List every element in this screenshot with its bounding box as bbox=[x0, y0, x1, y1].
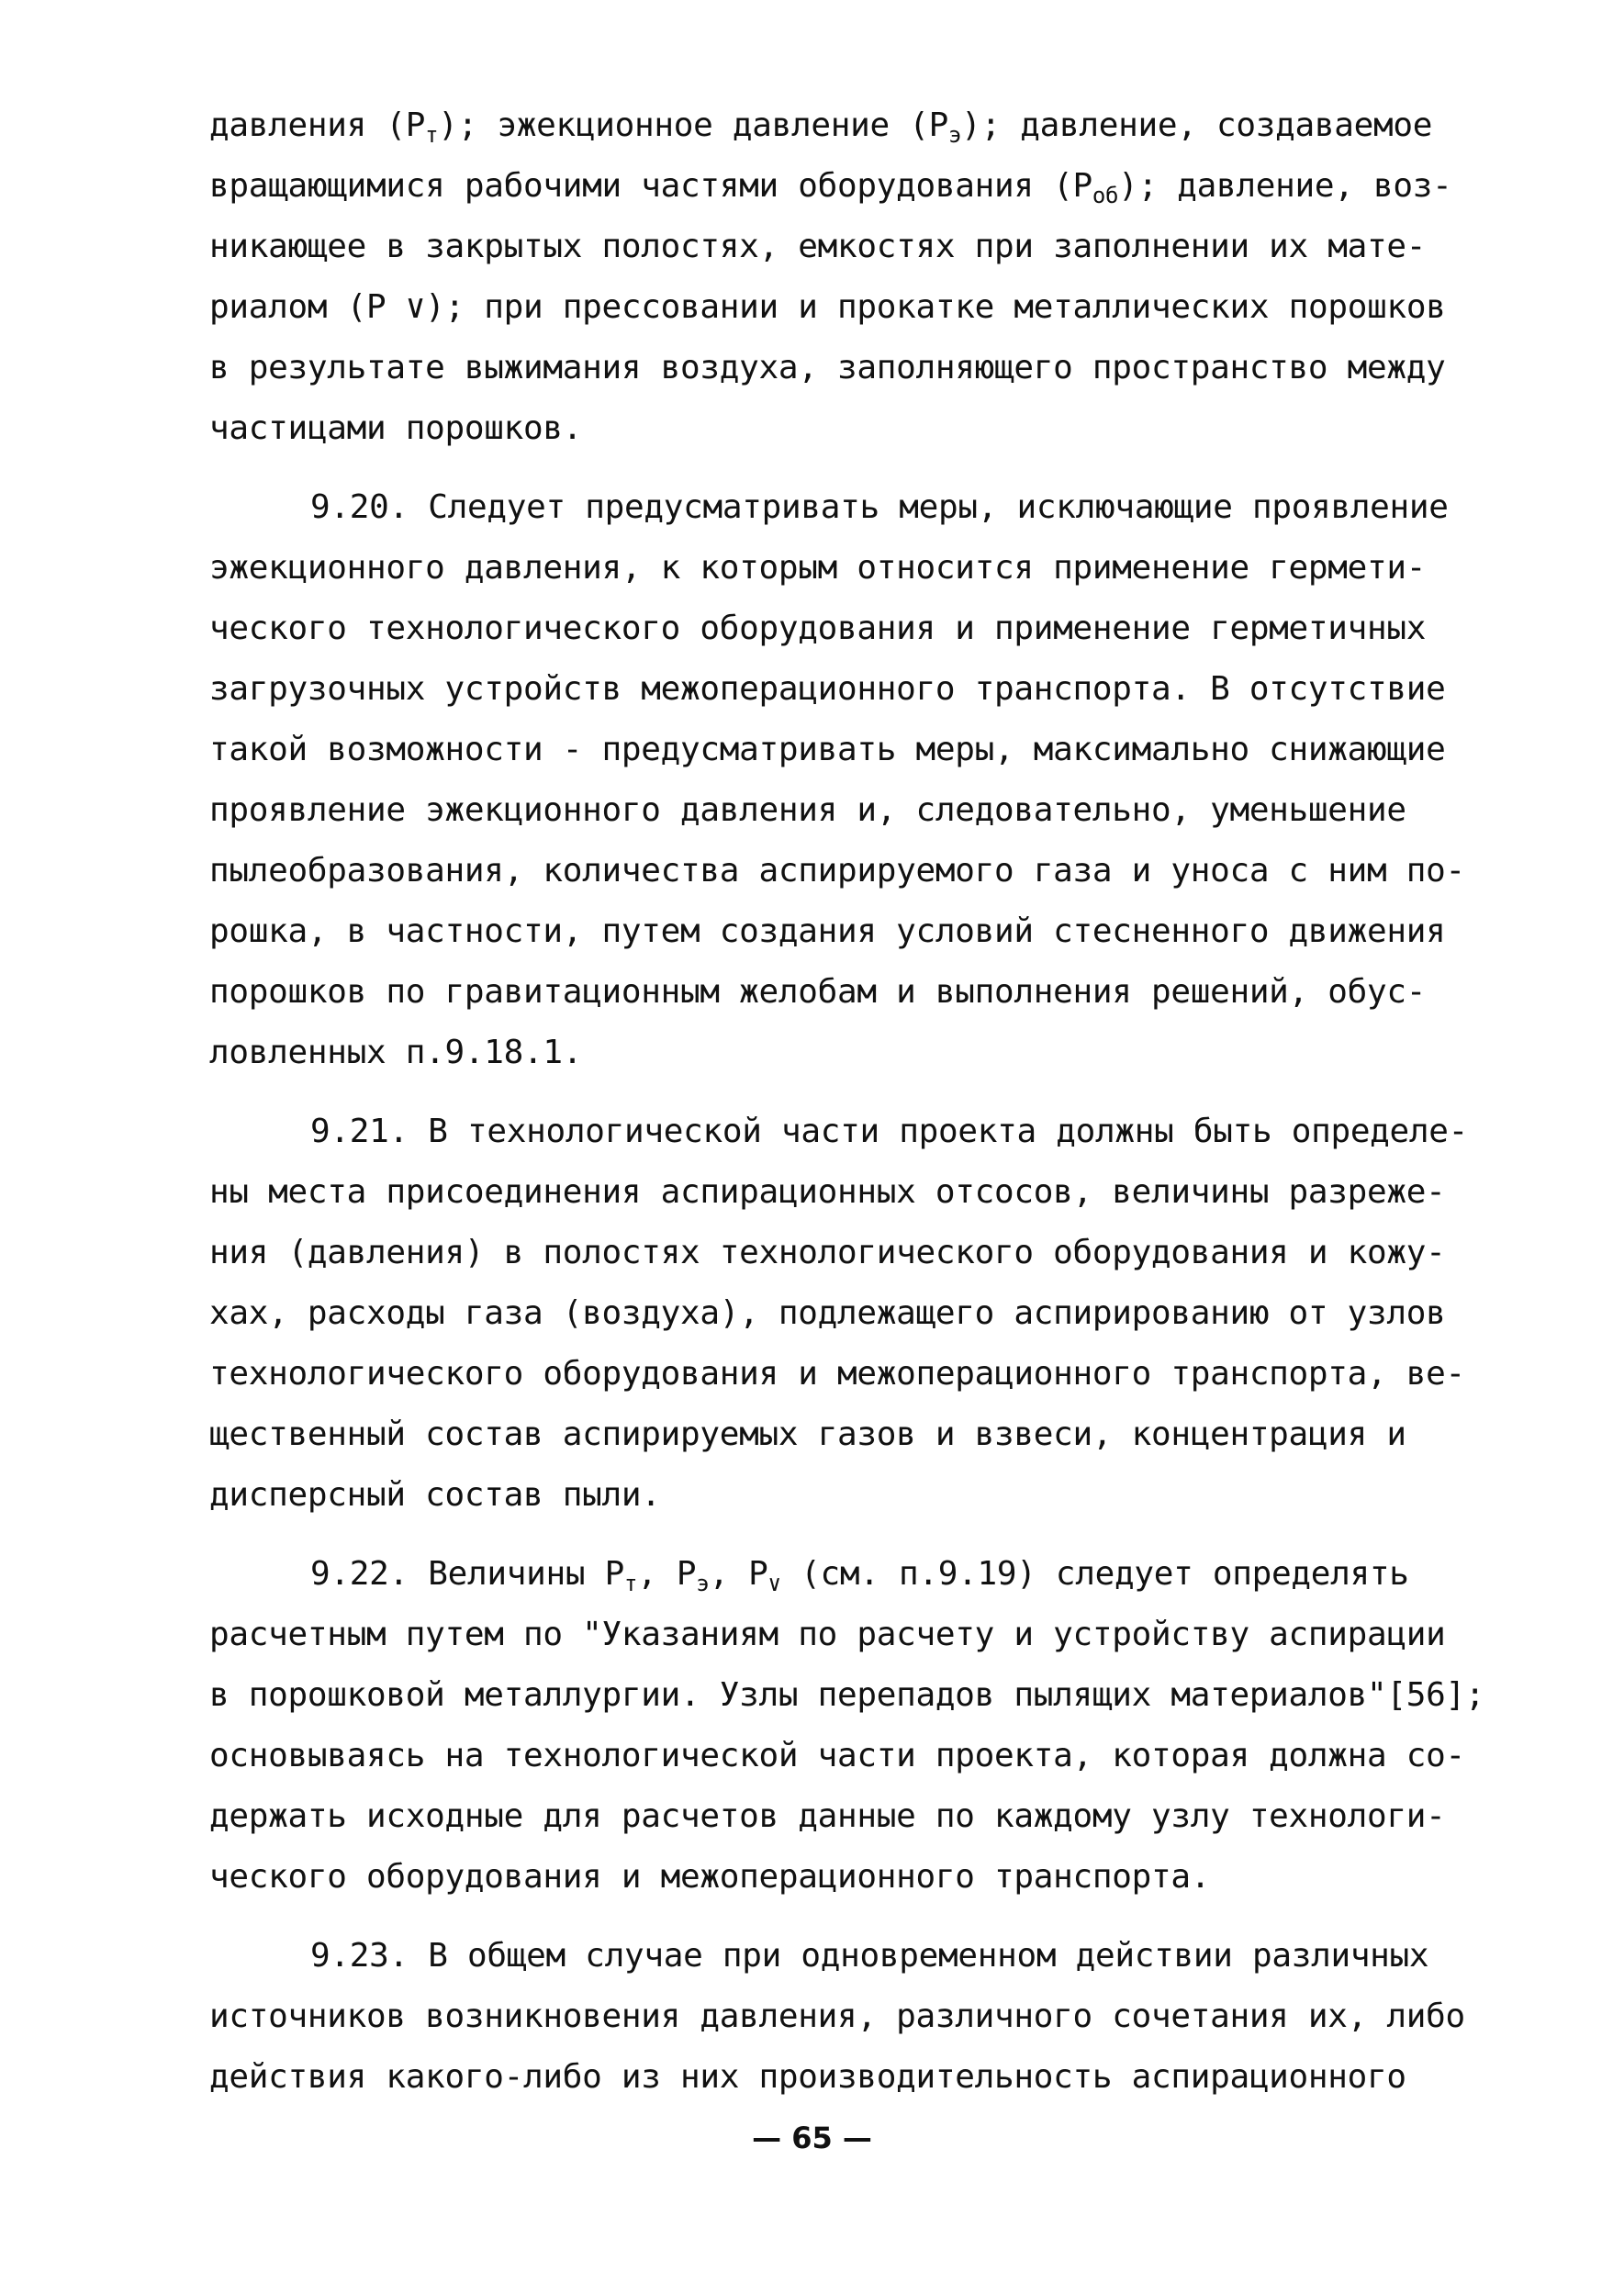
subscript: э bbox=[948, 122, 962, 148]
text-line: проявление эжекционного давления и, следовательно, уменьшение bbox=[209, 791, 1406, 829]
text-line: ческого оборудования и межоперационного транспорта. bbox=[209, 1858, 1211, 1896]
text-segment: 9.22. Величины Р bbox=[310, 1555, 624, 1593]
text-line: рошка, в частности, путем создания условий стесненного движения bbox=[209, 912, 1446, 950]
text-line: ческого технологического оборудования и применение герметичных bbox=[209, 610, 1427, 647]
subscript: э bbox=[696, 1571, 710, 1596]
text-line: загрузочных устройств межоперационного транспорта. В отсутствие bbox=[209, 670, 1446, 708]
text-line: такой возможности - предусматривать меры, максимально снижающие bbox=[209, 731, 1446, 768]
text-line: 9.20. Следует предусматривать меры, исключающие проявление bbox=[310, 488, 1449, 526]
subscript: т bbox=[623, 1571, 638, 1596]
text-line: ловленных п.9.18.1. bbox=[209, 1034, 583, 1071]
text-line: держать исходные для расчетов данные по каждому узлу технологи- bbox=[209, 1797, 1446, 1835]
paragraph-continued bbox=[209, 95, 1476, 459]
text-line: 9.21. В технологической части проекта должны быть определе- bbox=[310, 1113, 1469, 1150]
document-page bbox=[209, 95, 1485, 2108]
subscript: т bbox=[425, 122, 439, 148]
text-segment: вращающимися рабочими частями оборудования (Р bbox=[209, 167, 1092, 205]
text-line: действия какого-либо из них производительность аспирационного bbox=[209, 2058, 1406, 2096]
text-segment: ); давление, воз- bbox=[1118, 167, 1452, 205]
text-segment: ); давление, создаваемое bbox=[961, 106, 1433, 144]
text-line bbox=[209, 277, 1476, 338]
text-segment: ); эжекционное давление (Р bbox=[438, 106, 949, 144]
subscript: ∨ bbox=[767, 1571, 781, 1596]
text-line: щественный состав аспирируемых газов и взвеси, концентрация и bbox=[209, 1416, 1406, 1453]
text-line: порошков по гравитационным желобам и выполнения решений, обус- bbox=[209, 973, 1427, 1011]
text-segment: давления (Р bbox=[209, 106, 426, 144]
text-line: расчетным путем по "Указаниям по расчету и устройству аспирации bbox=[209, 1616, 1446, 1653]
text-line: ны места присоединения аспирационных отсосов, величины разреже- bbox=[209, 1173, 1446, 1211]
paragraph-9-21 bbox=[209, 1102, 1476, 1526]
text-line: дисперсный состав пыли. bbox=[209, 1476, 661, 1514]
text-line: частицами порошков. bbox=[209, 409, 583, 447]
page-number: — 65 — bbox=[752, 2121, 872, 2155]
text-line: 9.23. В общем случае при одновременном действии различных bbox=[310, 1937, 1429, 1975]
paragraph-9-20 bbox=[209, 477, 1476, 1083]
text-line bbox=[209, 1544, 1476, 1605]
text-line: в результате выжимания воздуха, заполняющего пространство между bbox=[209, 349, 1446, 386]
text-segment: риалом (Р bbox=[209, 288, 406, 326]
text-line: основываясь на технологической части проекта, которая должна со- bbox=[209, 1737, 1465, 1774]
text-line: технологического оборудования и межоперационного транспорта, ве- bbox=[209, 1355, 1465, 1393]
text-line: хах, расходы газа (воздуха), подлежащего аспирированию от узлов bbox=[209, 1294, 1446, 1332]
text-line: пылеобразования, количества аспирируемого газа и уноса с ним по- bbox=[209, 852, 1465, 890]
text-line: источников возникновения давления, различного сочетания их, либо bbox=[209, 1998, 1465, 2035]
text-line: ния (давления) в полостях технологического оборудования и кожу- bbox=[209, 1234, 1446, 1271]
text-line bbox=[209, 156, 1476, 217]
paragraph-9-22 bbox=[209, 1544, 1485, 1908]
text-line: никающее в закрытых полостях, емкостях при заполнении их мате- bbox=[209, 228, 1427, 265]
subscript: об bbox=[1092, 183, 1119, 208]
text-segment: (см. п.9.19) следует определять bbox=[780, 1555, 1409, 1593]
subscript: ∨ bbox=[405, 288, 426, 326]
text-segment: ); при прессовании и прокатке металлических порошков bbox=[425, 288, 1446, 326]
paragraph-9-23 bbox=[209, 1926, 1476, 2108]
text-line: эжекционного давления, к которым относится применение гермети- bbox=[209, 549, 1427, 587]
text-segment: , Р bbox=[637, 1555, 697, 1593]
text-line bbox=[209, 95, 1476, 156]
text-line: в порошковой металлургии. Узлы перепадов пылящих материалов"[56]; bbox=[209, 1676, 1485, 1714]
text-segment: , Р bbox=[709, 1555, 768, 1593]
